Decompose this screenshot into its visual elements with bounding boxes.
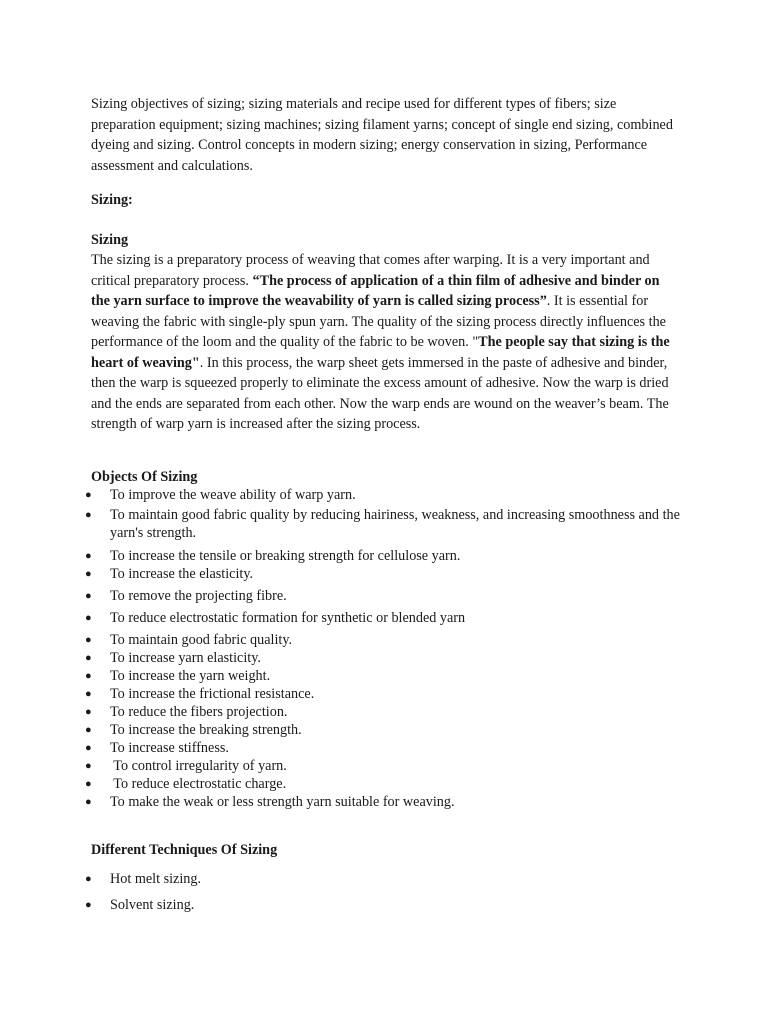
document-page (85, 94, 681, 922)
bullet-icon: ● (85, 795, 92, 808)
heading-objects-of-sizing: Objects Of Sizing (91, 468, 198, 485)
bullet-icon: ● (85, 611, 92, 624)
techniques-list (85, 870, 681, 914)
bullet-icon: ● (85, 723, 92, 736)
list-item: ● To increase yarn elasticity. (85, 649, 261, 666)
list-item: ● To improve the weave ability of warp yarn. (85, 486, 356, 503)
paragraph-bold-quote: The people say that sizing is the heart of weaving" (91, 334, 670, 371)
bullet-icon: ● (85, 705, 92, 718)
bullet-icon: ● (85, 651, 92, 664)
bullet-icon: ● (85, 741, 92, 754)
list-item: ● To increase stiffness. (85, 739, 229, 756)
list-item: ● To remove the projecting fibre. (85, 587, 287, 604)
paragraph-text-2: . It is essential for weaving the fabric with single-ply spun yarn. The quality of the sizing process directly influences the performance of the loom and the quality of the fabric to be woven. " (91, 293, 666, 350)
list-item: ● To make the weak or less strength yarn suitable for weaving. (85, 793, 455, 810)
bullet-icon: ● (85, 508, 92, 521)
objects-list (85, 486, 681, 811)
list-item: ● Hot melt sizing. (85, 870, 202, 887)
paragraph-text-1: The sizing is a preparatory process of weaving that comes after warping. It is a very important and critical preparatory process. (91, 252, 650, 289)
list-item: ● To reduce electrostatic formation for synthetic or blended yarn (85, 609, 466, 626)
sizing-paragraph (91, 250, 681, 435)
bullet-icon: ● (85, 488, 92, 501)
list-item: ● To increase the breaking strength. (85, 721, 302, 738)
bullet-icon: ● (85, 898, 92, 911)
paragraph-bold-definition: “The process of application of a thin film of adhesive and binder on the yarn surface to improve the weavability of yarn is called sizing process” (91, 272, 660, 309)
list-item: ● To maintain good fabric quality by reducing hairiness, weakness, and increasing smoothness and the yarn's strength. (85, 506, 680, 541)
list-item: ● To control irregularity of yarn. (85, 757, 287, 774)
list-item: ● To reduce electrostatic charge. (85, 775, 287, 792)
list-item: ● To increase the tensile or breaking strength for cellulose yarn. (85, 547, 461, 564)
bullet-icon: ● (85, 549, 92, 562)
bullet-icon: ● (85, 872, 92, 885)
heading-sizing: Sizing (91, 232, 129, 248)
intro-paragraph: Sizing objectives of sizing; sizing materials and recipe used for different types of fibers; size preparation equipment; sizing machines; sizing filament yarns; concept of single end sizing, combined dyeing and sizing. Control concepts in modern sizing; energy conservation in sizing, Performance assessment and calculations. (91, 96, 673, 174)
list-item: ● To increase the frictional resistance. (85, 685, 315, 702)
bullet-icon: ● (85, 589, 92, 602)
list-item: ● To increase the yarn weight. (85, 667, 271, 684)
paragraph-text-3: . In this process, the warp sheet gets immersed in the paste of adhesive and binder, then the warp is squeezed properly to eliminate the excess amount of adhesive. Now the warp is dried and the ends are separated from each other. Now the warp ends are wound on the weaver’s beam. The strength of warp yarn is increased after the sizing process. (91, 354, 669, 432)
heading-sizing-colon: Sizing: (91, 192, 133, 208)
heading-techniques-of-sizing: Different Techniques Of Sizing (91, 841, 278, 858)
bullet-icon: ● (85, 687, 92, 700)
bullet-icon: ● (85, 633, 92, 646)
list-item: ● To reduce the fibers projection. (85, 703, 288, 720)
bullet-icon: ● (85, 759, 92, 772)
bullet-icon: ● (85, 669, 92, 682)
list-item: ● To maintain good fabric quality. (85, 631, 293, 648)
bullet-icon: ● (85, 567, 92, 580)
bullet-icon: ● (85, 777, 92, 790)
list-item: ● To increase the elasticity. (85, 565, 254, 582)
list-item: ● Solvent sizing. (85, 896, 195, 913)
